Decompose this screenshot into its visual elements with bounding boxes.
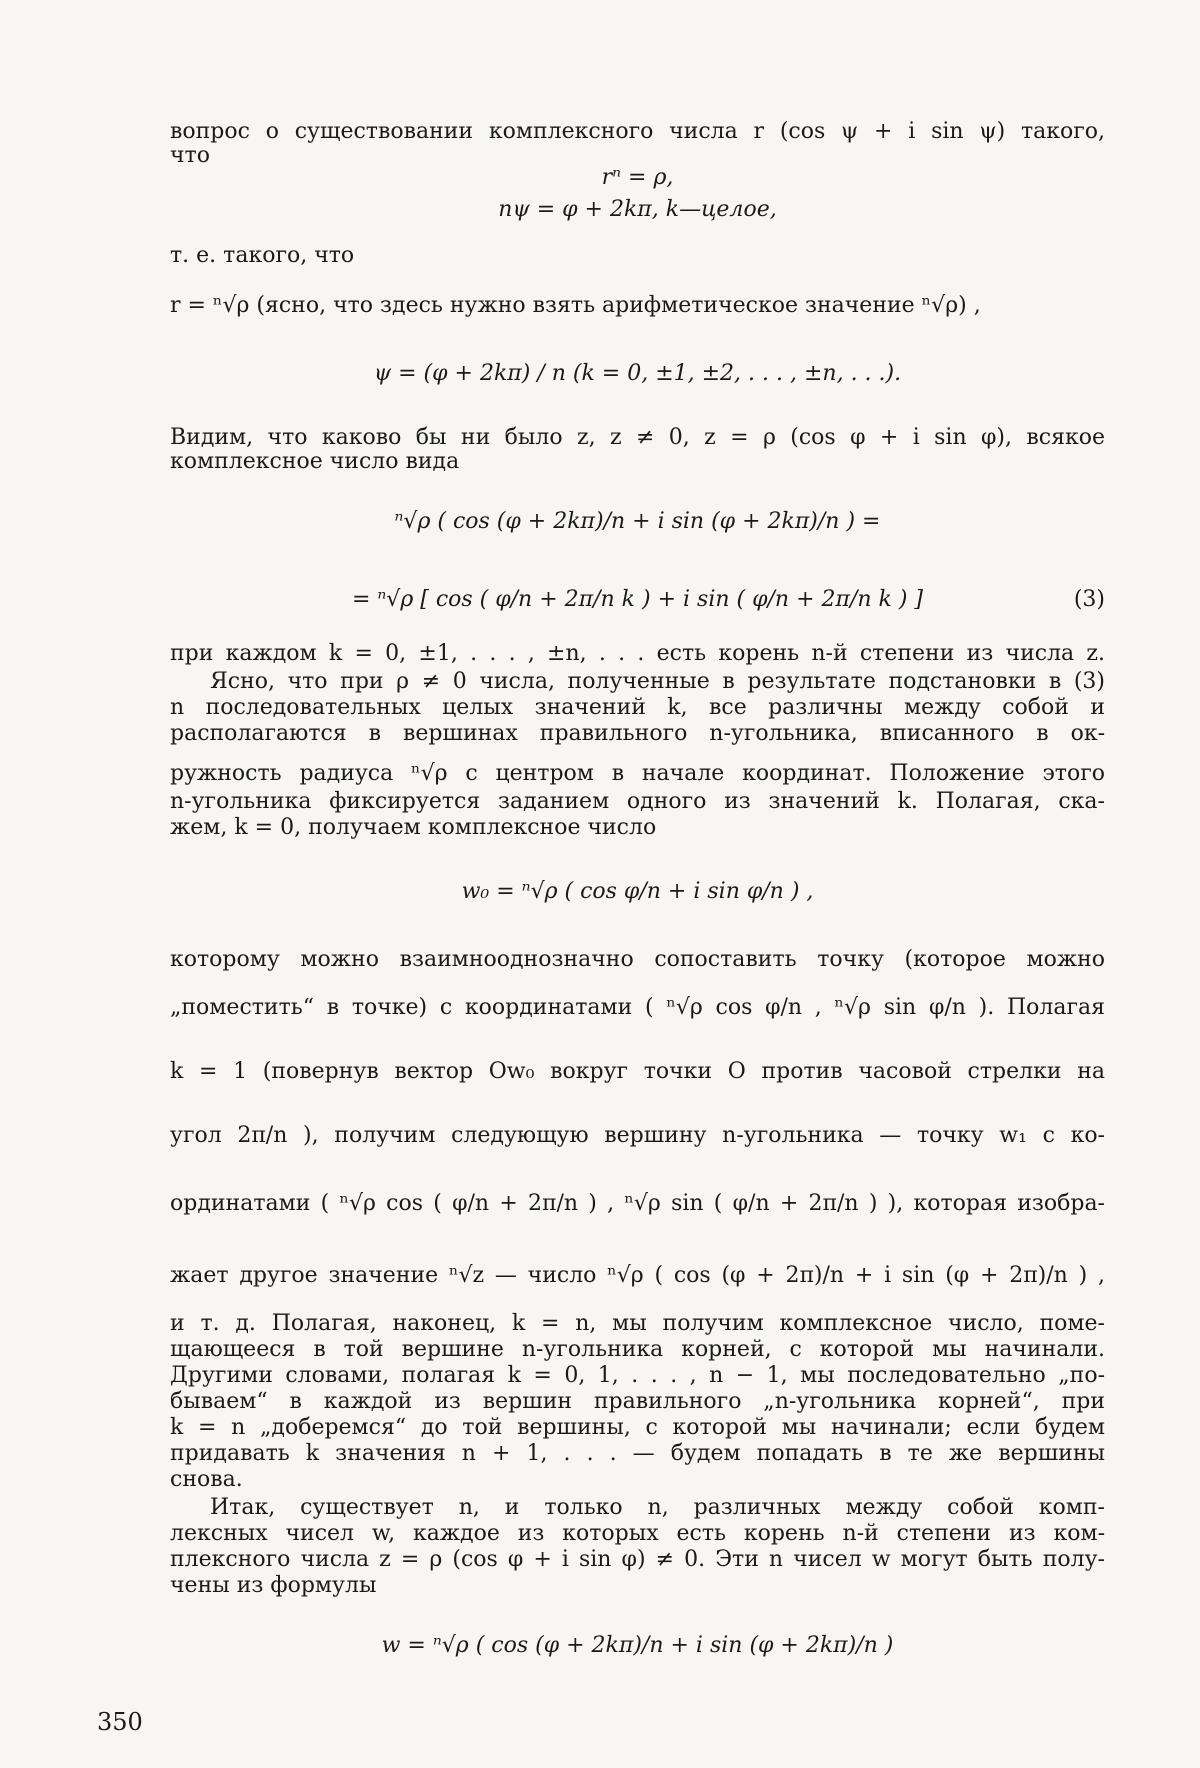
text-line: n-угольника фиксируется заданием одного из значений k. Полагая, ска- — [170, 789, 1105, 814]
text-line: бываем“ в каждой из вершин правильного „n-угольника корней“, при — [170, 1389, 1105, 1414]
page-number: 350 — [97, 1708, 143, 1736]
text-line: n последовательных целых значений k, все различны между собой и — [170, 695, 1105, 720]
text-line: при каждом k = 0, ±1, . . . , ±n, . . . есть корень n-й степени из числа z. — [170, 641, 1105, 666]
text-line: ружность радиуса ⁿ√ρ с центром в начале координат. Положение этого — [170, 761, 1105, 786]
text-line: „поместить“ в точке) с координатами ( ⁿ√ρ cos φ/n , ⁿ√ρ sin φ/n ). Полагая — [170, 995, 1105, 1020]
formula-line: ⁿ√ρ ( cos (φ + 2kπ)/n + i sin (φ + 2kπ)/n ) = — [394, 509, 881, 534]
text-line: комплексное число вида — [170, 449, 460, 474]
formula-line: w = ⁿ√ρ ( cos (φ + 2kπ)/n + i sin (φ + 2kπ)/n ) — [381, 1633, 894, 1658]
text-line: Видим, что каково бы ни было z, z ≠ 0, z = ρ (cos φ + i sin φ), всякое — [170, 425, 1105, 450]
formula-line: nψ = φ + 2kπ, k—целое, — [498, 197, 777, 222]
text-line: угол 2π/n ), получим следующую вершину n-угольника — точку w₁ с ко- — [170, 1123, 1105, 1148]
text-line: которому можно взаимнооднозначно сопоставить точку (которое можно — [170, 947, 1105, 972]
text-line: и т. д. Полагая, наконец, k = n, мы получим комплексное число, поме- — [170, 1311, 1105, 1336]
text-line: чены из формулы — [170, 1573, 377, 1598]
text-line: Другими словами, полагая k = 0, 1, . . . , n − 1, мы последовательно „по- — [170, 1363, 1105, 1388]
text-line: щающееся в той вершине n-угольника корней, с которой мы начинали. — [170, 1337, 1105, 1362]
text-line: жем, k = 0, получаем комплексное число — [170, 815, 657, 840]
text-line: т. е. такого, что — [170, 243, 355, 268]
text-line: располагаются в вершинах правильного n-угольника, вписанного в ок- — [170, 721, 1105, 746]
text-line: Итак, существует n, и только n, различных между собой комп- — [210, 1495, 1105, 1520]
text-line: придавать k значения n + 1, . . . — будем попадать в те же вершины — [170, 1441, 1105, 1466]
text-line: плексного числа z = ρ (cos φ + i sin φ) ≠ 0. Эти n чисел w могут быть полу- — [170, 1547, 1105, 1572]
text-line: ординатами ( ⁿ√ρ cos ( φ/n + 2π/n ) , ⁿ√ρ sin ( φ/n + 2π/n ) ), которая изобра- — [170, 1191, 1105, 1216]
text-line: жает другое значение ⁿ√z — число ⁿ√ρ ( cos (φ + 2π)/n + i sin (φ + 2π)/n ) , — [170, 1263, 1105, 1288]
text-line: k = n „доберемся“ до той вершины, с которой мы начинали; если будем — [170, 1415, 1105, 1440]
text-line: k = 1 (повернув вектор Ow₀ вокруг точки O против часовой стрелки на — [170, 1059, 1105, 1084]
text-line: лексных чисел w, каждое из которых есть корень n-й степени из ком- — [170, 1521, 1105, 1546]
text-line: Ясно, что при ρ ≠ 0 числа, полученные в результате подстановки в (3) — [210, 669, 1105, 694]
formula-line: = ⁿ√ρ [ cos ( φ/n + 2π/n k ) + i sin ( φ/n + 2π/n k ) ] — [351, 587, 924, 612]
text-line: r = ⁿ√ρ (ясно, что здесь нужно взять арифметическое значение ⁿ√ρ) , — [170, 293, 981, 318]
text-line: снова. — [170, 1467, 243, 1492]
formula-line: ψ = (φ + 2kπ) / n (k = 0, ±1, ±2, . . . , ±n, . . .). — [373, 361, 902, 386]
formula-line: w₀ = ⁿ√ρ ( cos φ/n + i sin φ/n ) , — [461, 879, 814, 904]
text-line: что — [170, 143, 210, 168]
equation-number: (3) — [1073, 587, 1105, 612]
formula-line: rⁿ = ρ, — [601, 165, 674, 190]
text-line: вопрос о существовании комплексного числа r (cos ψ + i sin ψ) такого, — [170, 119, 1105, 144]
